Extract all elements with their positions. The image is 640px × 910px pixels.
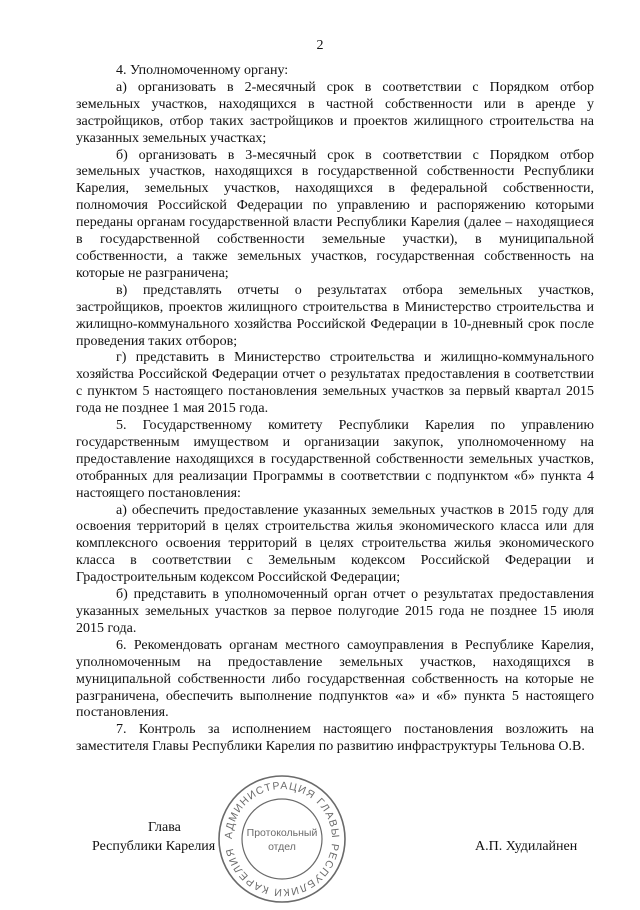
page-number: 2 (316, 38, 324, 53)
paragraph-item-7: 7. Контроль за исполнением настоящего постановления возложить на заместителя Главы Республики Карелия по развитию инфраструктуры Тельнова О.В. (76, 722, 594, 755)
paragraph-item-4a: а) организовать в 2-месячный срок в соответствии с Порядком отбор земельных участков, находящихся в частной собственности или в аренде у застройщиков, отбор таких застройщиков и проектов жилищного строительства на указанных земельных участках; (76, 79, 594, 146)
official-stamp (216, 773, 348, 905)
signature-name: А.П. Худилайнен (475, 839, 578, 854)
stamp-center-line-2: отдел (268, 841, 296, 853)
signature-title-line-2: Республики Карелия (92, 839, 216, 854)
document-body (76, 63, 594, 756)
paragraph-item-4c: в) представлять отчеты о результатах отбора земельных участков, застройщиков, проектов жилищного строительства в Министерство строительства и жилищно-коммунального хозяйства Российской Федерации в 10-дневный срок после проведения таких отборов; (76, 282, 594, 349)
stamp-ring-text: АДМИНИСТРАЦИЯ ГЛАВЫ РЕСПУБЛИКИ КАРЕЛИЯ (222, 779, 342, 899)
paragraph-item-4: 4. Уполномоченному органу: (116, 63, 289, 78)
stamp-seal-icon (216, 773, 348, 905)
paragraph-item-5b: б) представить в уполномоченный орган отчет о результатах предоставления указанных земельных участков за первое полугодие 2015 года не позднее 15 июля 2015 года. (76, 587, 594, 636)
paragraph-item-5a: а) обеспечить предоставление указанных земельных участков в 2015 году для освоения территорий в целях строительства жилья экономического класса или для комплексного освоения территорий в целях строительства жилья экономического класса в соответствии с Земельным кодексом Российской Федерации и Градостроительным кодексом Российской Федерации; (76, 502, 594, 586)
stamp-center-line-1: Протокольный (246, 827, 318, 839)
paragraph-item-6: 6. Рекомендовать органам местного самоуправления в Республике Карелия, уполномоченным на предоставление земельных участков, находящихся в муниципальной собственности либо государственная собственность на которые не разграничена, обеспечить выполнение подпунктов «а» и «б» пункта 5 настоящего постановления. (76, 637, 594, 721)
paragraph-item-4b: б) организовать в 3-месячный срок в соответствии с Порядком отбор земельных участков, находящихся в государственной собственности Республики Карелия, земельных участков, находящихся в федеральной собственности, полномочия Российской Федерации по управлению и распоряжению которыми переданы органам государственной власти Республики Карелия (далее – находящиеся в государственной собственности земельные участки), в муниципальной собственности, а также земельных участков, государственная собственность на которые не разграничена; (76, 147, 594, 281)
paragraph-item-4d: г) представить в Министерство строительства и жилищно-коммунального хозяйства Российской Федерации отчет о результатах предоставления в соответствии с пунктом 5 настоящего постановления земельных участков за первый квартал 2015 года не позднее 1 мая 2015 года. (76, 350, 594, 417)
paragraph-item-5: 5. Государственному комитету Республики Карелия по управлению государственным имуществом и организации закупок, уполномоченному на предоставление находящихся в государственной собственности земельных участков, отобранных для реализации Программы в соответствии с подпунктом «б» пункта 4 настоящего постановления: (76, 418, 594, 501)
signature-title-line-1: Глава (148, 820, 181, 835)
